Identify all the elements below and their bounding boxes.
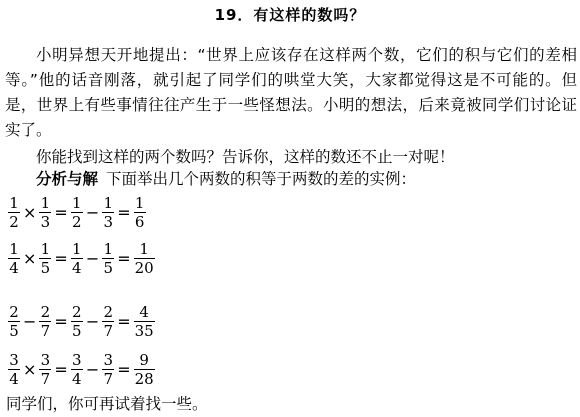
- equals-sign: =: [54, 311, 68, 331]
- equals-sign: =: [117, 248, 131, 268]
- equals-sign: =: [117, 359, 131, 379]
- fraction: $\frac{2}{5}$: [9, 302, 19, 340]
- fraction: $\frac{1}{4}$: [72, 239, 82, 277]
- fraction: $\frac{1}{3}$: [103, 193, 113, 231]
- analysis-text: 下面举出几个两数的积等于两数的差的实例：: [106, 170, 417, 188]
- fraction: $\frac{1}{5}$: [103, 239, 113, 277]
- fraction: $\frac{2}{7}$: [103, 302, 113, 340]
- fraction: $\frac{9}{28}$: [134, 350, 154, 388]
- fraction: $\frac{3}{7}$: [40, 350, 51, 388]
- equals-sign: =: [117, 202, 131, 222]
- equation-4: [8, 346, 155, 392]
- fraction: $\frac{1}{20}$: [134, 239, 154, 277]
- operator-sign: ×: [23, 248, 37, 268]
- equation-3: [8, 298, 155, 344]
- fraction: $\frac{1}{5}$: [40, 239, 51, 277]
- fraction: $\frac{1}{2}$: [9, 193, 19, 231]
- intro-paragraph: 小明异想天开地提出：“世界上应该存在这样两个数，它们的积与它们的差相等。”他的话音刚落，就引起了同学们的哄堂大笑，大家都觉得这是不可能的。但是，世界上有些事情往往产生于一些怪想法。小明的想法，后来竟被同学们讨论证实了。: [5, 46, 577, 139]
- closing-line: 同学们，你可再试着找一些。: [6, 395, 208, 413]
- equals-sign: =: [117, 311, 131, 331]
- problem-title: 19．有这样的数吗？: [214, 6, 366, 24]
- equation-2: [8, 235, 155, 281]
- fraction: $\frac{1}{3}$: [40, 193, 51, 231]
- analysis-heading: 分析与解: [36, 170, 99, 188]
- fraction: $\frac{1}{6}$: [134, 193, 145, 231]
- fraction: $\frac{3}{4}$: [72, 350, 82, 388]
- fraction: $\frac{3}{7}$: [103, 350, 113, 388]
- fraction: $\frac{1}{4}$: [9, 239, 19, 277]
- equals-sign: =: [54, 359, 68, 379]
- operator-sign: −: [23, 311, 37, 331]
- fraction: $\frac{2}{5}$: [72, 302, 82, 340]
- operator-sign: ×: [23, 202, 37, 222]
- fraction: $\frac{1}{2}$: [72, 193, 82, 231]
- equals-sign: =: [54, 248, 68, 268]
- minus-sign: −: [85, 248, 100, 268]
- fraction: $\frac{3}{4}$: [9, 350, 19, 388]
- minus-sign: −: [85, 202, 100, 222]
- equation-1: [8, 189, 146, 235]
- question-paragraph: 你能找到这样的两个数吗？告诉你，这样的数还不止一对呢！: [36, 148, 455, 166]
- fraction: $\frac{2}{7}$: [40, 302, 51, 340]
- operator-sign: ×: [23, 359, 37, 379]
- minus-sign: −: [85, 311, 100, 331]
- minus-sign: −: [85, 359, 100, 379]
- fraction: $\frac{4}{35}$: [134, 302, 154, 340]
- equals-sign: =: [54, 202, 68, 222]
